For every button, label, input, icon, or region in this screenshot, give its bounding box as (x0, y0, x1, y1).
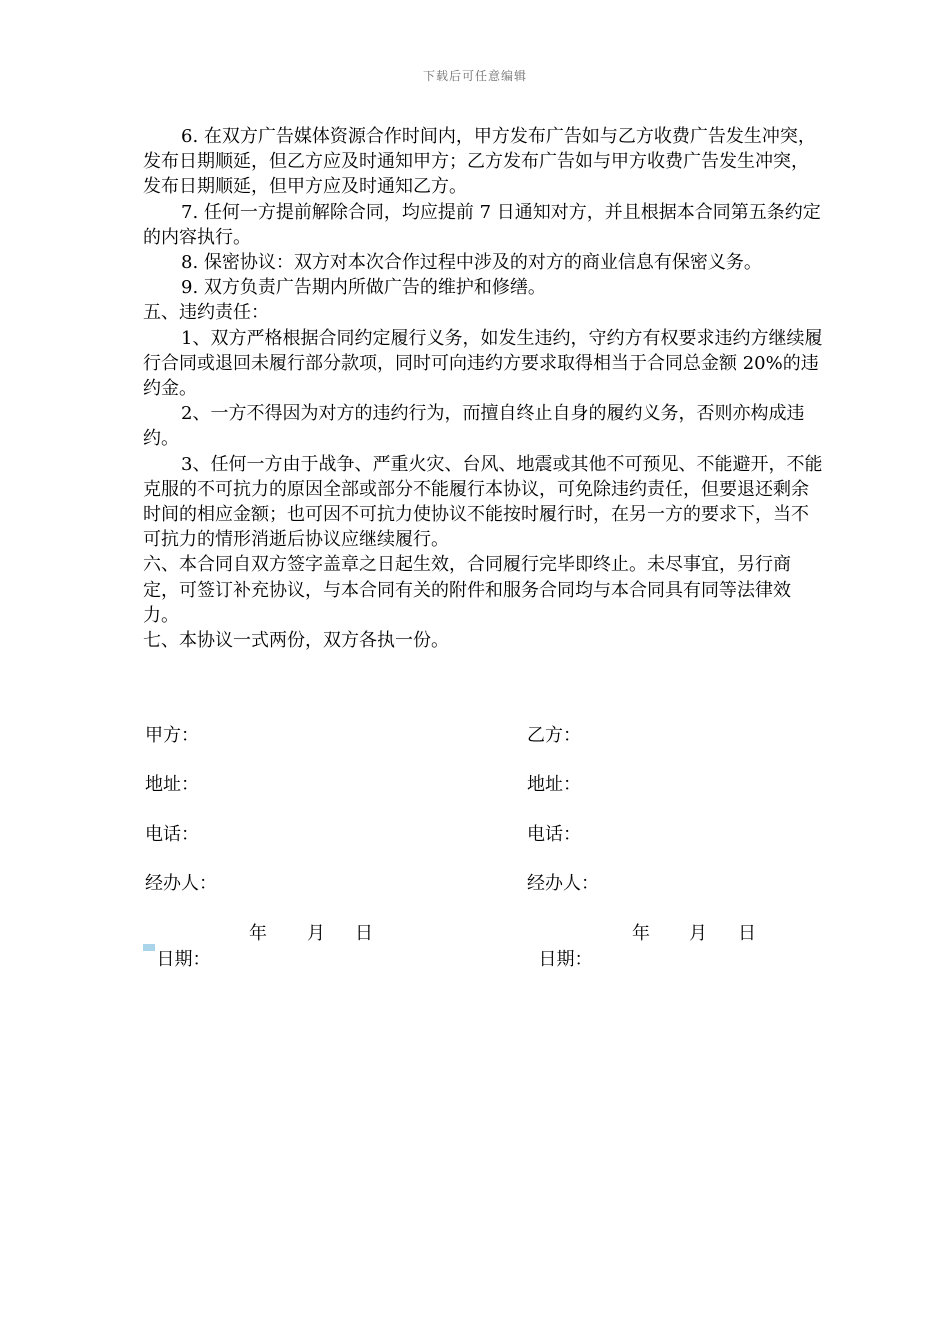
clause-8: 8. 保密协议：双方对本次合作过程中涉及的对方的商业信息有保密义务。 (181, 252, 762, 274)
contract-body (143, 124, 823, 653)
party-a-address-label: 地址： (145, 774, 199, 795)
party-a-phone-label: 电话： (145, 824, 199, 845)
party-a-date-row (145, 921, 405, 970)
clause-6: 6. 在双方广告媒体资源合作时间内，甲方发布广告如与乙方收费广告发生冲突，发布日期顺延，但乙方应及时通知甲方；乙方发布广告如与甲方收费广告发生冲突，发布日期顺延，但甲方应及时通知乙方。 (143, 126, 816, 198)
section-6: 六、本合同自双方签字盖章之日起生效，合同履行完毕即终止。未尽事宜，另行商定，可签订补充协议，与本合同有关的附件和服务合同均与本合同具有同等法律效力。 (143, 554, 791, 626)
party-b-year-label: 年 (632, 923, 650, 944)
clause-7: 7. 任何一方提前解除合同，均应提前 7 日通知对方，并且根据本合同第五条约定的内容执行。 (143, 201, 821, 248)
clause-9: 9. 双方负责广告期内所做广告的维护和修缮。 (181, 277, 546, 299)
page-header-note: 下载后可任意编辑 (422, 69, 527, 83)
party-b-date-row (527, 921, 787, 970)
party-a-label: 甲方： (145, 725, 199, 746)
section-5-title: 五、违约责任： (143, 302, 269, 324)
party-a-day-label: 日 (355, 923, 373, 944)
party-b-date-label: 日期： (538, 949, 593, 970)
text-cursor-mark (143, 944, 155, 951)
party-b-phone-label: 电话： (527, 824, 581, 845)
section-5-item-3: 3、任何一方由于战争、严重火灾、台风、地震或其他不可预见、不能避开，不能克服的不可抗力的原因全部或部分不能履行本协议，可免除违约责任，但要退还剩余时间的相应金额；也可因不可抗力使协议不能按时履行时，在另一方的要求下，当不可抗力的情形消逝后协议应继续履行。 (143, 453, 823, 551)
party-a-month-label: 月 (307, 923, 325, 944)
party-b-handler-label: 经办人： (527, 873, 599, 894)
party-b-day-label: 日 (738, 923, 756, 944)
party-a-date-label: 日期： (156, 949, 211, 970)
section-5-item-2: 2、一方不得因为对方的违约行为，而擅自终止自身的履约义务，否则亦构成违约。 (143, 403, 805, 450)
party-b-address-label: 地址： (527, 774, 581, 795)
party-b-label: 乙方： (527, 725, 581, 746)
section-5-item-1: 1、双方严格根据合同约定履行义务，如发生违约，守约方有权要求违约方继续履行合同或退回未履行部分款项，同时可向违约方要求取得相当于合同总金额 20%的违约金。 (143, 327, 823, 400)
section-7: 七、本协议一式两份，双方各执一份。 (143, 630, 449, 652)
party-b-month-label: 月 (689, 923, 707, 944)
party-a-handler-label: 经办人： (145, 873, 217, 894)
party-a-year-label: 年 (249, 923, 267, 944)
